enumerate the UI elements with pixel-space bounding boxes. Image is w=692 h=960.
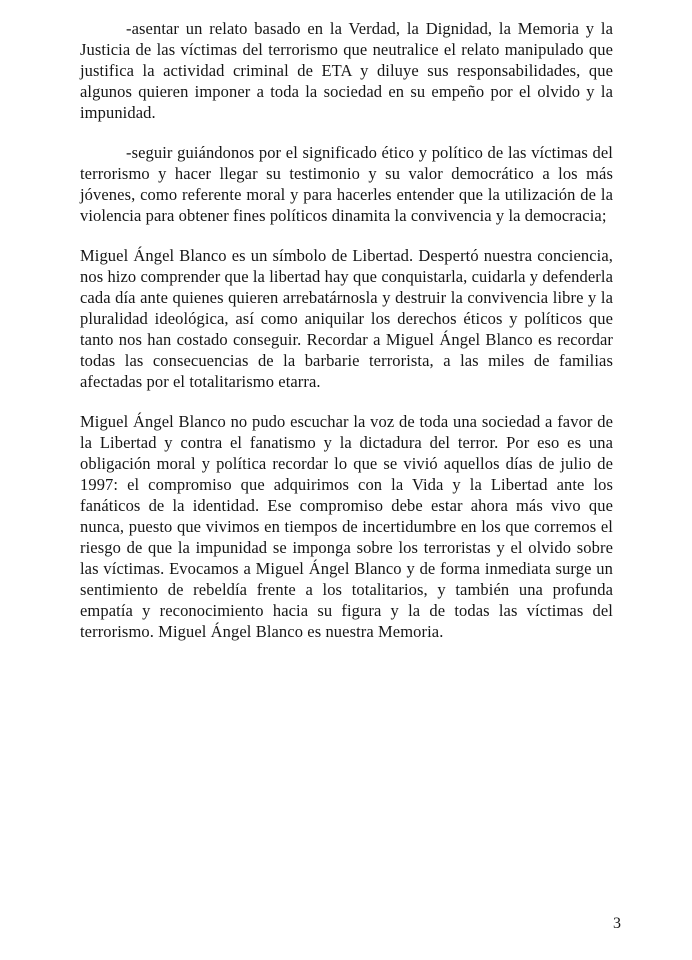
text-block	[80, 18, 613, 661]
paragraph-asentar: -asentar un relato basado en la Verdad, la Dignidad, la Memoria y la Justicia de las víctimas del terrorismo que neutralice el relato manipulado que justifica la actividad criminal de ETA y diluye sus responsabilidades, que algunos quieren imponer a toda la sociedad en su empeño por el olvido y la impunidad.	[80, 19, 613, 122]
paragraph-simbolo-libertad: Miguel Ángel Blanco es un símbolo de Libertad. Despertó nuestra conciencia, nos hizo comprender que la libertad hay que conquistarla, cuidarla y defenderla cada día ante quienes quieren arrebatárnosla y destruir la convivencia libre y la pluralidad ideológica, así como aniquilar los derechos éticos y políticos que tanto nos han costado conseguir. Recordar a Miguel Ángel Blanco es recordar todas las consecuencias de la barbarie terrorista, a las miles de familias afectadas por el totalitarismo etarra.	[80, 246, 613, 391]
paragraph-seguir: -seguir guiándonos por el significado ético y político de las víctimas del terrorismo y hacer llegar su testimonio y su valor democrático a los más jóvenes, como referente moral y para hacerles entender que la utilización de la violencia para obtener fines políticos dinamita la convivencia y la democracia;	[80, 143, 613, 225]
paragraph-voz-sociedad: Miguel Ángel Blanco no pudo escuchar la voz de toda una sociedad a favor de la Libertad y contra el fanatismo y la dictadura del terror. Por eso es una obligación moral y política recordar lo que se vivió aquellos días de julio de 1997: el compromiso que adquirimos con la Vida y la Libertad ante los fanáticos de la identidad. Ese compromiso debe estar ahora más vivo que nunca, puesto que vivimos en tiempos de incertidumbre en los que corremos el riesgo de que la impunidad se imponga sobre los terroristas y el olvido sobre las víctimas. Evocamos a Miguel Ángel Blanco y de forma inmediata surge un sentimiento de rebeldía frente a los totalitarios, y también una profunda empatía y reconocimiento hacia su figura y la de todas las víctimas del terrorismo. Miguel Ángel Blanco es nuestra Memoria.	[80, 412, 613, 641]
page-number: 3	[613, 915, 621, 932]
